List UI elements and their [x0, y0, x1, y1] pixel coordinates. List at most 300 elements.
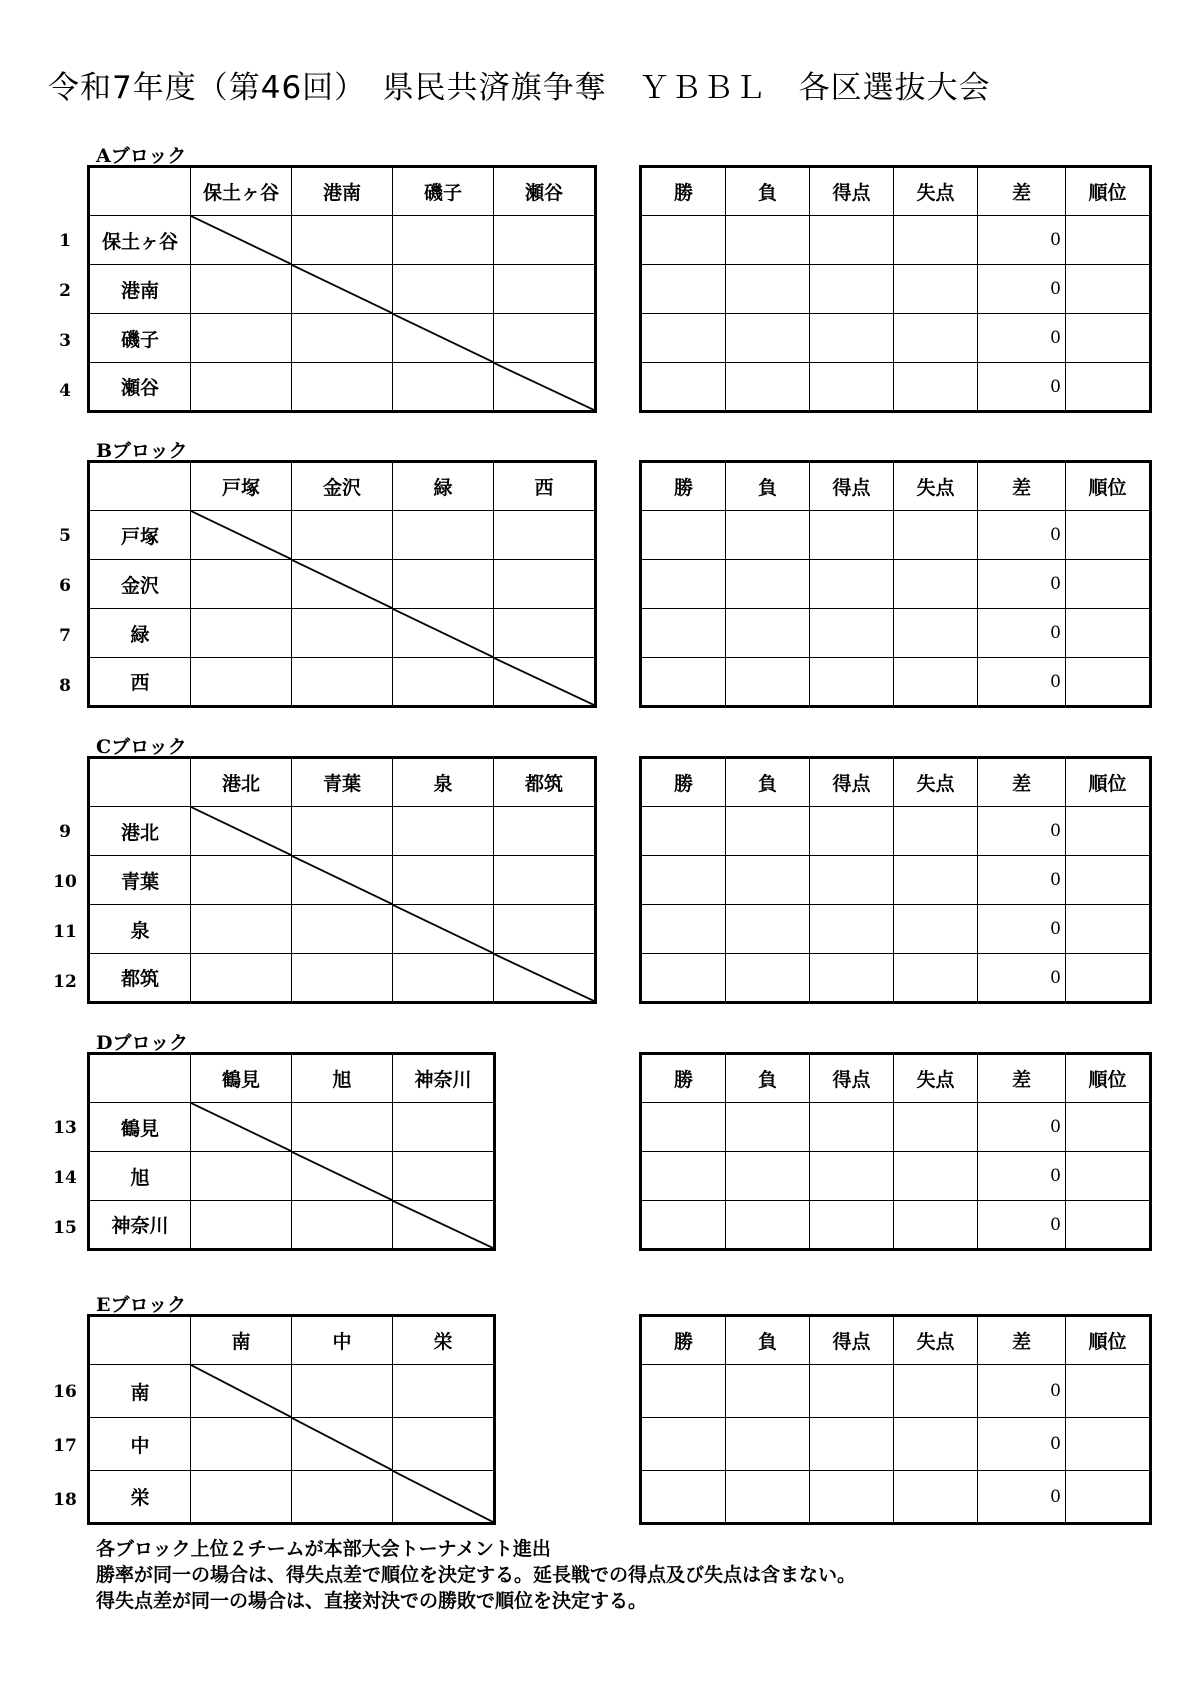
stats-cell[interactable] [1066, 905, 1151, 954]
corner-cell [89, 1316, 191, 1365]
match-row [89, 1103, 495, 1152]
notes [96, 1536, 856, 1614]
stats-cell[interactable] [641, 560, 726, 609]
stats-cell[interactable] [894, 560, 978, 609]
stats-cell[interactable] [810, 216, 894, 265]
stats-header: 得点 [810, 1054, 894, 1103]
corner-cell [89, 167, 191, 216]
stats-cell[interactable] [726, 609, 810, 658]
stats-header-row [641, 758, 1151, 807]
stats-cell[interactable] [726, 856, 810, 905]
stats-cell[interactable] [726, 1103, 810, 1152]
self-match-cell [292, 560, 393, 609]
self-match-cell [393, 609, 494, 658]
score-cell[interactable] [292, 807, 393, 856]
goal-difference: 0 [978, 511, 1066, 560]
stats-cell[interactable] [1066, 1418, 1151, 1471]
goal-difference: 0 [978, 807, 1066, 856]
stats-cell[interactable] [726, 560, 810, 609]
self-match-cell [191, 511, 292, 560]
row-number: 17 [53, 1435, 77, 1456]
score-cell[interactable] [191, 658, 292, 707]
match-header-row [89, 758, 596, 807]
goal-difference: 0 [978, 905, 1066, 954]
score-cell[interactable] [494, 314, 596, 363]
stats-header: 勝 [641, 1054, 726, 1103]
team-name: 金沢 [89, 560, 191, 609]
page-title: 令和7年度（第46回） 県民共済旗争奪 ＹＢＢＬ 各区選抜大会 [48, 70, 991, 106]
stats-cell[interactable] [894, 1152, 978, 1201]
opponent-header: 中 [292, 1316, 393, 1365]
stats-cell[interactable] [810, 363, 894, 412]
stats-header: 勝 [641, 1316, 726, 1365]
stats-cell[interactable] [810, 314, 894, 363]
stats-cell[interactable] [810, 1152, 894, 1201]
stats-header: 負 [726, 462, 810, 511]
score-cell[interactable] [393, 1152, 495, 1201]
score-cell[interactable] [393, 216, 494, 265]
stats-cell[interactable] [894, 856, 978, 905]
team-name: 西 [89, 658, 191, 707]
score-cell[interactable] [393, 1418, 495, 1471]
stats-cell[interactable] [810, 856, 894, 905]
stats-header: 得点 [810, 462, 894, 511]
opponent-header: 神奈川 [393, 1054, 495, 1103]
score-cell[interactable] [292, 363, 393, 412]
stats-cell[interactable] [894, 1418, 978, 1471]
goal-difference: 0 [978, 1201, 1066, 1250]
score-cell[interactable] [292, 609, 393, 658]
stats-cell[interactable] [641, 363, 726, 412]
stats-header: 失点 [894, 1054, 978, 1103]
stats-cell[interactable] [641, 1365, 726, 1418]
stats-cell[interactable] [641, 1418, 726, 1471]
match-row [89, 1152, 495, 1201]
stats-cell[interactable] [726, 1418, 810, 1471]
stats-header: 得点 [810, 167, 894, 216]
match-row [89, 807, 596, 856]
score-cell[interactable] [292, 954, 393, 1003]
goal-difference: 0 [978, 1103, 1066, 1152]
stats-cell[interactable] [894, 265, 978, 314]
team-name: 旭 [89, 1152, 191, 1201]
opponent-header: 都筑 [494, 758, 596, 807]
stats-cell[interactable] [810, 905, 894, 954]
opponent-header: 緑 [393, 462, 494, 511]
goal-difference: 0 [978, 658, 1066, 707]
opponent-header: 港北 [191, 758, 292, 807]
stats-cell[interactable] [810, 511, 894, 560]
stats-cell[interactable] [894, 363, 978, 412]
score-cell[interactable] [494, 609, 596, 658]
stats-cell[interactable] [726, 658, 810, 707]
stats-cell[interactable] [641, 1103, 726, 1152]
note-line: 得失点差が同一の場合は、直接対決での勝敗で順位を決定する。 [96, 1590, 648, 1612]
score-cell[interactable] [494, 216, 596, 265]
block-label: Eブロック [96, 1294, 187, 1316]
stats-header: 負 [726, 167, 810, 216]
stats-cell[interactable] [810, 807, 894, 856]
stats-table [639, 756, 1152, 1004]
match-row [89, 1201, 495, 1250]
score-cell[interactable] [292, 1103, 393, 1152]
stats-cell[interactable] [1066, 856, 1151, 905]
opponent-header: 戸塚 [191, 462, 292, 511]
opponent-header: 保土ヶ谷 [191, 167, 292, 216]
stats-header: 勝 [641, 167, 726, 216]
row-number: 4 [59, 380, 71, 401]
row-number: 7 [59, 625, 71, 646]
score-cell[interactable] [191, 856, 292, 905]
match-table [87, 756, 597, 1004]
stats-header: 失点 [894, 1316, 978, 1365]
goal-difference: 0 [978, 560, 1066, 609]
team-name: 青葉 [89, 856, 191, 905]
stats-cell[interactable] [641, 1152, 726, 1201]
stats-cell[interactable] [726, 1152, 810, 1201]
team-name: 中 [89, 1418, 191, 1471]
stats-cell[interactable] [894, 511, 978, 560]
score-cell[interactable] [292, 314, 393, 363]
row-number: 6 [59, 575, 71, 596]
score-cell[interactable] [393, 1365, 495, 1418]
stats-header: 得点 [810, 1316, 894, 1365]
stats-cell[interactable] [641, 658, 726, 707]
stats-header: 差 [978, 758, 1066, 807]
stats-header: 負 [726, 758, 810, 807]
score-cell[interactable] [191, 314, 292, 363]
stats-header: 順位 [1066, 167, 1151, 216]
stats-cell[interactable] [894, 1471, 978, 1524]
self-match-cell [393, 314, 494, 363]
goal-difference: 0 [978, 1418, 1066, 1471]
team-name: 南 [89, 1365, 191, 1418]
row-number: 11 [53, 921, 77, 942]
stats-cell[interactable] [810, 1103, 894, 1152]
stats-row [641, 1471, 1151, 1524]
opponent-header: 旭 [292, 1054, 393, 1103]
stats-row [641, 1152, 1151, 1201]
stats-cell[interactable] [1066, 511, 1151, 560]
stats-cell[interactable] [1066, 1103, 1151, 1152]
stats-cell[interactable] [641, 609, 726, 658]
goal-difference: 0 [978, 1365, 1066, 1418]
stats-header: 差 [978, 1316, 1066, 1365]
row-number: 10 [53, 871, 77, 892]
stats-row [641, 511, 1151, 560]
stats-cell[interactable] [1066, 807, 1151, 856]
goal-difference: 0 [978, 954, 1066, 1003]
team-name: 瀬谷 [89, 363, 191, 412]
stats-row [641, 609, 1151, 658]
match-header-row [89, 167, 596, 216]
stats-row [641, 314, 1151, 363]
stats-cell[interactable] [894, 1365, 978, 1418]
stats-cell[interactable] [1066, 1365, 1151, 1418]
stats-cell[interactable] [726, 1471, 810, 1524]
stats-cell[interactable] [726, 314, 810, 363]
stats-cell[interactable] [1066, 609, 1151, 658]
team-name: 神奈川 [89, 1201, 191, 1250]
stats-header: 勝 [641, 462, 726, 511]
stats-cell[interactable] [894, 1103, 978, 1152]
score-cell[interactable] [292, 511, 393, 560]
stats-cell[interactable] [894, 1201, 978, 1250]
score-cell[interactable] [393, 511, 494, 560]
stats-row [641, 954, 1151, 1003]
stats-header-row [641, 1054, 1151, 1103]
opponent-header: 西 [494, 462, 596, 511]
score-cell[interactable] [191, 265, 292, 314]
match-row [89, 1471, 495, 1524]
stats-table [639, 165, 1152, 413]
row-number: 2 [59, 280, 71, 301]
stats-table [639, 1052, 1152, 1251]
self-match-cell [292, 1152, 393, 1201]
goal-difference: 0 [978, 314, 1066, 363]
row-number: 12 [53, 971, 77, 992]
stats-cell[interactable] [894, 314, 978, 363]
goal-difference: 0 [978, 1471, 1066, 1524]
match-row [89, 511, 596, 560]
opponent-header: 磯子 [393, 167, 494, 216]
stats-cell[interactable] [641, 807, 726, 856]
opponent-header: 金沢 [292, 462, 393, 511]
stats-cell[interactable] [810, 1418, 894, 1471]
stats-header-row [641, 462, 1151, 511]
row-number: 14 [53, 1167, 77, 1188]
match-header-row [89, 1316, 495, 1365]
stats-cell[interactable] [1066, 1152, 1151, 1201]
team-name: 港北 [89, 807, 191, 856]
stats-cell[interactable] [641, 905, 726, 954]
score-cell[interactable] [191, 363, 292, 412]
score-cell[interactable] [292, 905, 393, 954]
stats-cell[interactable] [641, 511, 726, 560]
row-number: 9 [59, 821, 71, 842]
row-number: 5 [59, 525, 71, 546]
block-label: Aブロック [96, 145, 187, 167]
stats-cell[interactable] [810, 560, 894, 609]
self-match-cell [292, 856, 393, 905]
stats-cell[interactable] [641, 314, 726, 363]
opponent-header: 泉 [393, 758, 494, 807]
score-cell[interactable] [292, 658, 393, 707]
score-cell[interactable] [393, 1103, 495, 1152]
score-cell[interactable] [292, 1365, 393, 1418]
stats-row [641, 265, 1151, 314]
match-header-row [89, 462, 596, 511]
opponent-header: 青葉 [292, 758, 393, 807]
score-cell[interactable] [393, 560, 494, 609]
score-cell[interactable] [494, 807, 596, 856]
corner-cell [89, 1054, 191, 1103]
score-cell[interactable] [494, 560, 596, 609]
score-cell[interactable] [393, 363, 494, 412]
note-line: 各ブロック上位２チームが本部大会トーナメント進出 [96, 1538, 551, 1560]
stats-cell[interactable] [810, 609, 894, 658]
goal-difference: 0 [978, 265, 1066, 314]
stats-cell[interactable] [641, 856, 726, 905]
match-table [87, 460, 597, 708]
opponent-header: 瀬谷 [494, 167, 596, 216]
score-cell[interactable] [292, 216, 393, 265]
stats-cell[interactable] [810, 265, 894, 314]
stats-cell[interactable] [641, 954, 726, 1003]
stats-cell[interactable] [1066, 265, 1151, 314]
score-cell[interactable] [191, 1471, 292, 1524]
self-match-cell [494, 658, 596, 707]
score-cell[interactable] [393, 658, 494, 707]
stats-header: 勝 [641, 758, 726, 807]
score-cell[interactable] [494, 905, 596, 954]
row-number: 3 [59, 330, 71, 351]
block-label: Dブロック [96, 1032, 189, 1054]
stats-header: 失点 [894, 758, 978, 807]
stats-row [641, 363, 1151, 412]
goal-difference: 0 [978, 216, 1066, 265]
stats-cell[interactable] [894, 658, 978, 707]
stats-cell[interactable] [641, 216, 726, 265]
score-cell[interactable] [393, 856, 494, 905]
score-cell[interactable] [191, 1418, 292, 1471]
score-cell[interactable] [393, 265, 494, 314]
goal-difference: 0 [978, 363, 1066, 412]
score-cell[interactable] [191, 1152, 292, 1201]
score-cell[interactable] [191, 1201, 292, 1250]
stats-cell[interactable] [1066, 1201, 1151, 1250]
match-row [89, 609, 596, 658]
self-match-cell [292, 265, 393, 314]
row-number: 18 [53, 1489, 77, 1510]
stats-cell[interactable] [726, 265, 810, 314]
score-cell[interactable] [393, 954, 494, 1003]
stats-cell[interactable] [894, 954, 978, 1003]
team-name: 都筑 [89, 954, 191, 1003]
stats-cell[interactable] [1066, 954, 1151, 1003]
stats-cell[interactable] [726, 1365, 810, 1418]
match-row [89, 560, 596, 609]
block-label: Cブロック [96, 736, 187, 758]
stats-cell[interactable] [810, 954, 894, 1003]
score-cell[interactable] [191, 609, 292, 658]
stats-cell[interactable] [894, 216, 978, 265]
goal-difference: 0 [978, 1152, 1066, 1201]
team-name: 栄 [89, 1471, 191, 1524]
stats-row [641, 807, 1151, 856]
stats-row [641, 216, 1151, 265]
stats-cell[interactable] [810, 1365, 894, 1418]
score-cell[interactable] [292, 1201, 393, 1250]
stats-cell[interactable] [726, 905, 810, 954]
stats-header: 差 [978, 462, 1066, 511]
match-row [89, 905, 596, 954]
team-name: 磯子 [89, 314, 191, 363]
stats-table [639, 460, 1152, 708]
stats-header: 得点 [810, 758, 894, 807]
stats-header: 負 [726, 1054, 810, 1103]
stats-cell[interactable] [810, 658, 894, 707]
stats-cell[interactable] [1066, 658, 1151, 707]
match-row [89, 314, 596, 363]
self-match-cell [191, 216, 292, 265]
stats-header: 失点 [894, 167, 978, 216]
match-table [87, 165, 597, 413]
match-table [87, 1314, 496, 1525]
stats-cell[interactable] [1066, 314, 1151, 363]
row-number: 15 [53, 1217, 77, 1238]
score-cell[interactable] [393, 807, 494, 856]
stats-cell[interactable] [810, 1471, 894, 1524]
stats-cell[interactable] [1066, 560, 1151, 609]
note-line: 勝率が同一の場合は、得失点差で順位を決定する。延長戦での得点及び失点は含まない。 [96, 1564, 857, 1586]
stats-cell[interactable] [810, 1201, 894, 1250]
row-number: 16 [53, 1381, 77, 1402]
score-cell[interactable] [494, 265, 596, 314]
score-cell[interactable] [191, 905, 292, 954]
self-match-cell [393, 1201, 495, 1250]
stats-cell[interactable] [1066, 216, 1151, 265]
stats-cell[interactable] [726, 807, 810, 856]
stats-cell[interactable] [726, 216, 810, 265]
corner-cell [89, 462, 191, 511]
stats-row [641, 1365, 1151, 1418]
score-cell[interactable] [191, 954, 292, 1003]
team-name: 保土ヶ谷 [89, 216, 191, 265]
stats-header: 負 [726, 1316, 810, 1365]
stats-header: 順位 [1066, 1054, 1151, 1103]
stats-header: 順位 [1066, 758, 1151, 807]
stats-cell[interactable] [894, 905, 978, 954]
team-name: 緑 [89, 609, 191, 658]
score-cell[interactable] [292, 1471, 393, 1524]
stats-row [641, 856, 1151, 905]
self-match-cell [191, 807, 292, 856]
self-match-cell [494, 363, 596, 412]
self-match-cell [191, 1365, 292, 1418]
self-match-cell [494, 954, 596, 1003]
stats-row [641, 658, 1151, 707]
stats-cell[interactable] [1066, 363, 1151, 412]
block-label: Bブロック [96, 440, 188, 462]
stats-header: 失点 [894, 462, 978, 511]
stats-cell[interactable] [726, 1201, 810, 1250]
row-number: 8 [59, 675, 71, 696]
stats-cell[interactable] [641, 265, 726, 314]
opponent-header: 南 [191, 1316, 292, 1365]
stats-cell[interactable] [1066, 1471, 1151, 1524]
stats-cell[interactable] [894, 807, 978, 856]
stats-cell[interactable] [641, 1471, 726, 1524]
opponent-header: 鶴見 [191, 1054, 292, 1103]
stats-row [641, 560, 1151, 609]
stats-row [641, 905, 1151, 954]
stats-cell[interactable] [726, 954, 810, 1003]
score-cell[interactable] [494, 856, 596, 905]
stats-header: 差 [978, 167, 1066, 216]
score-cell[interactable] [494, 511, 596, 560]
score-cell[interactable] [191, 560, 292, 609]
stats-cell[interactable] [894, 609, 978, 658]
match-row [89, 1418, 495, 1471]
stats-cell[interactable] [726, 511, 810, 560]
stats-cell[interactable] [726, 363, 810, 412]
stats-cell[interactable] [641, 1201, 726, 1250]
match-row [89, 265, 596, 314]
self-match-cell [393, 1471, 495, 1524]
match-row [89, 216, 596, 265]
corner-cell [89, 758, 191, 807]
